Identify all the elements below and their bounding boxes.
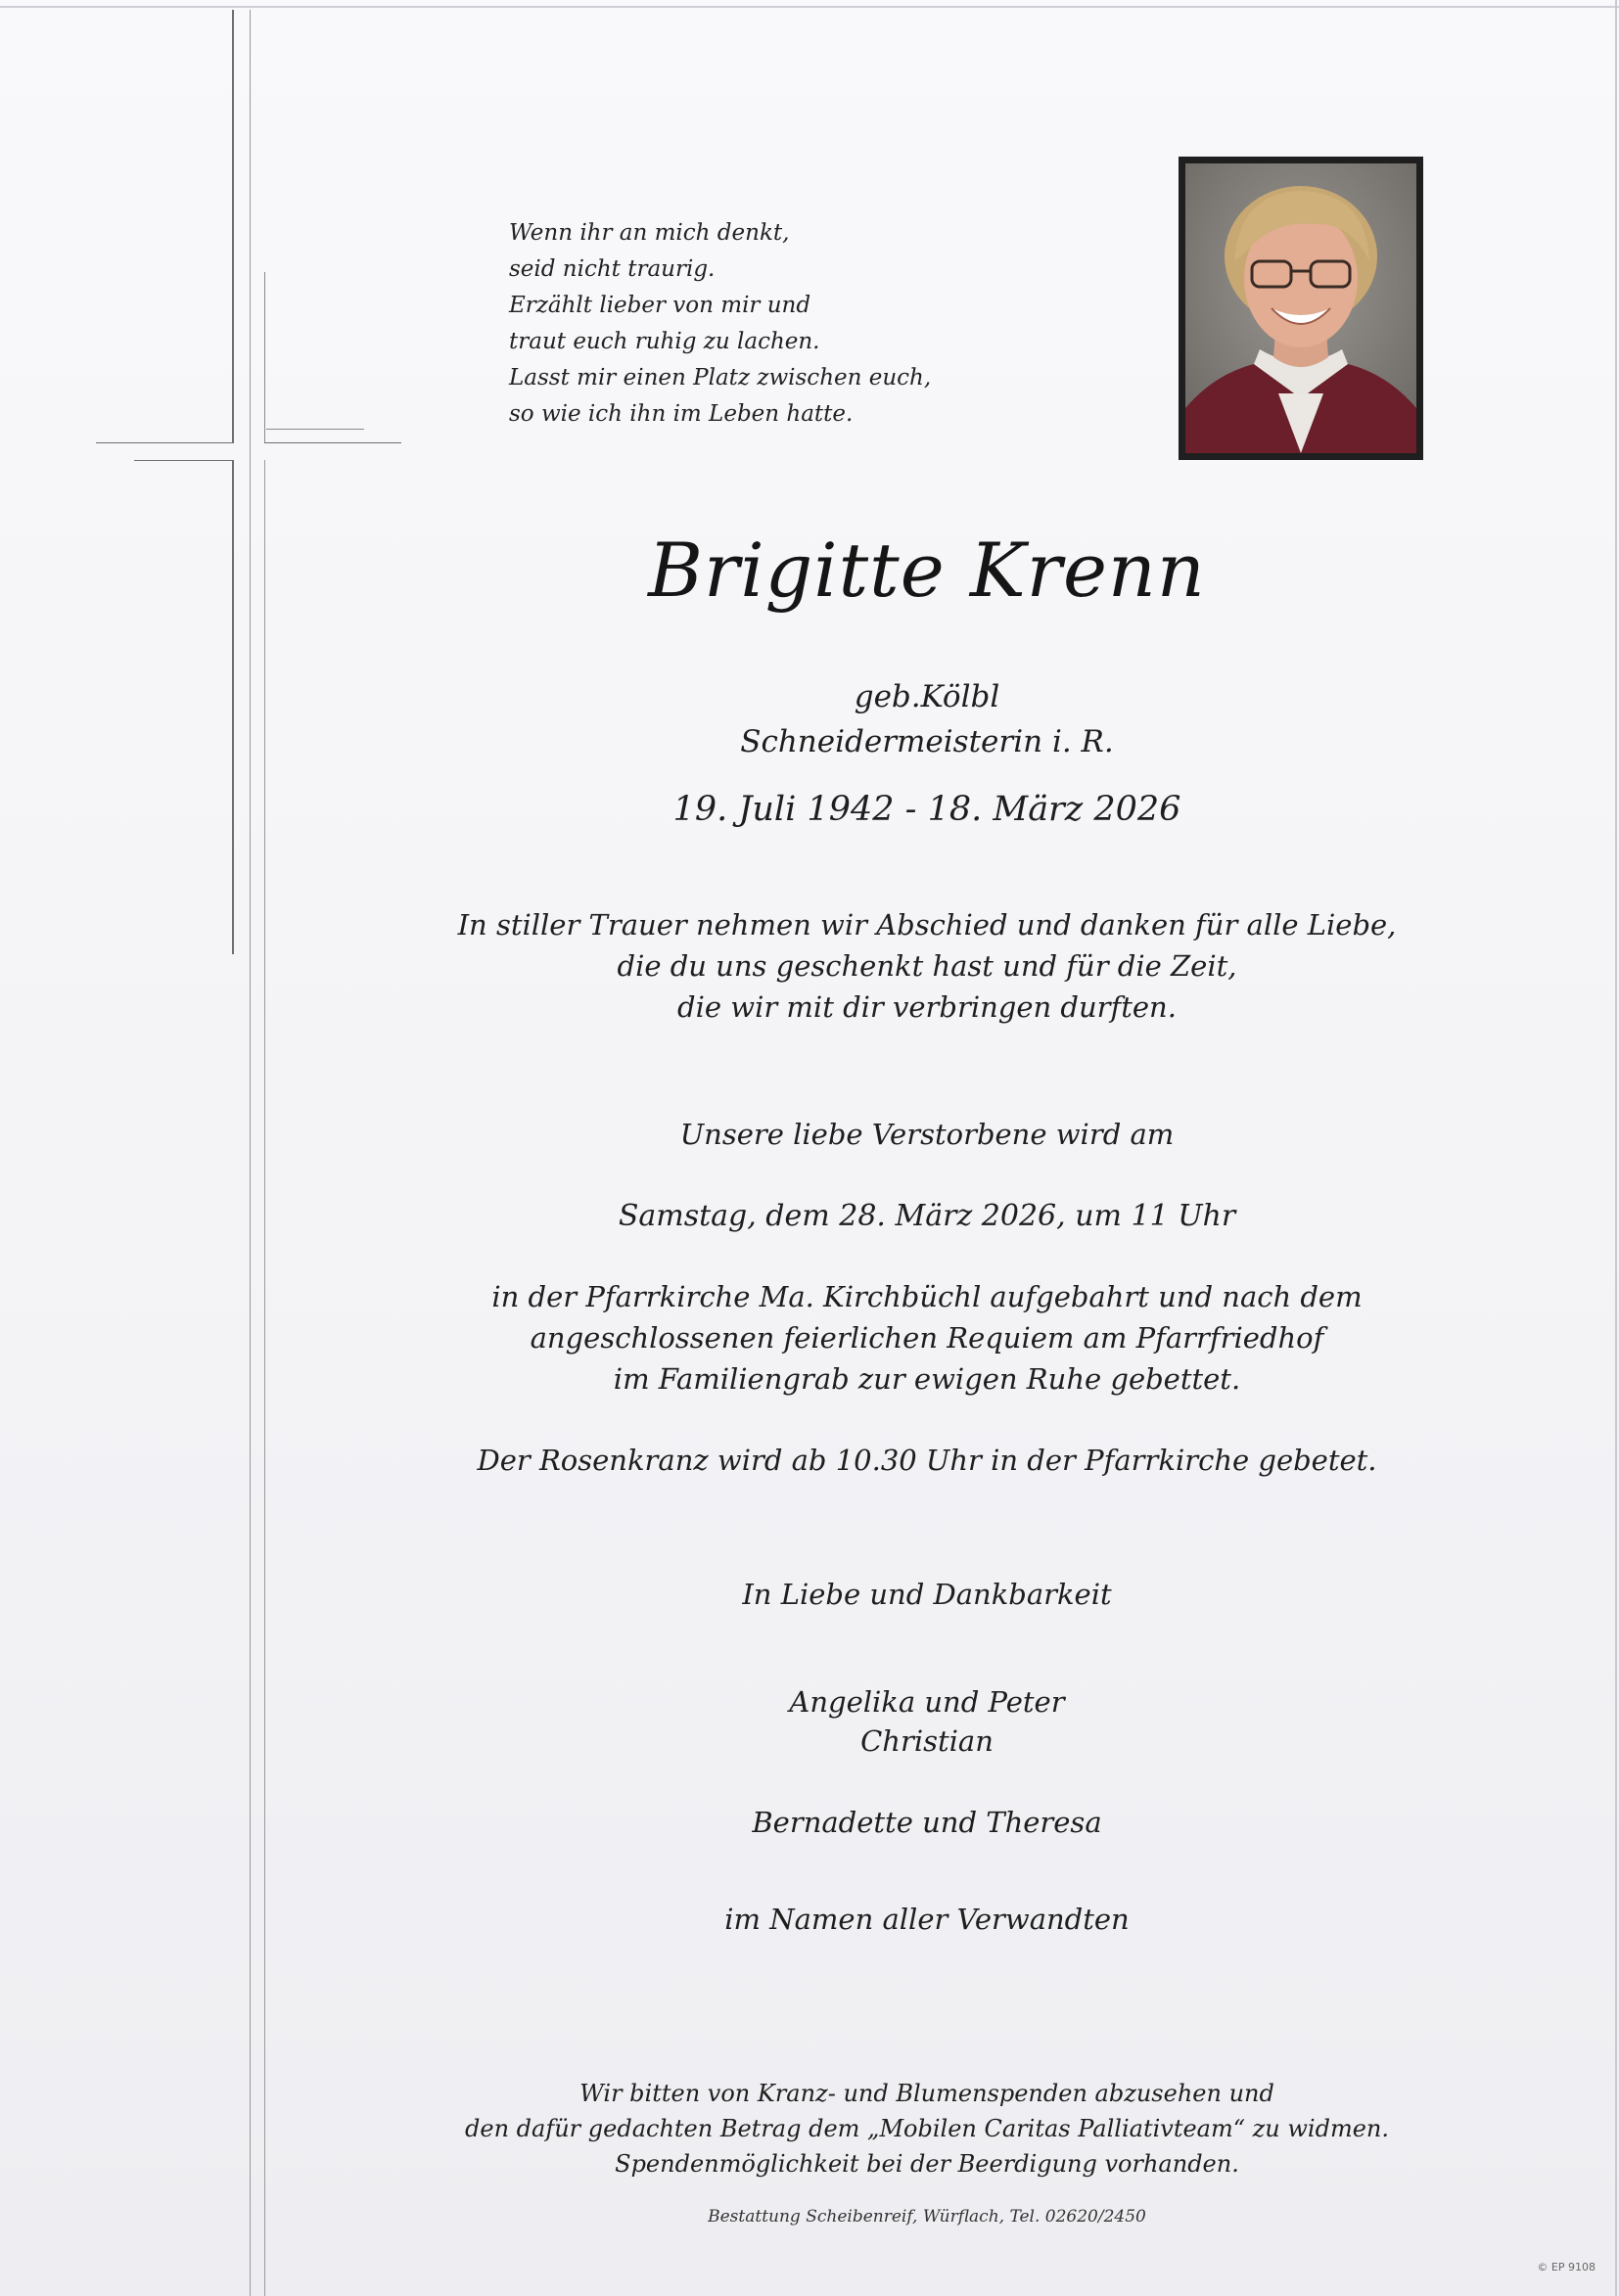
profession: Schneidermeisterin i. R. xyxy=(740,724,1114,759)
ceremony-date: Samstag, dem 28. März 2026, um 11 Uhr xyxy=(618,1199,1236,1233)
farewell-line: In stiller Trauer nehmen wir Abschied und danken für alle Liebe, xyxy=(457,908,1397,941)
ceremony-detail: im Familiengrab zur ewigen Ruhe gebettet. xyxy=(613,1362,1241,1396)
farewell-line: die du uns geschenkt hast und für die Zeit, xyxy=(617,949,1237,983)
print-code: © EP 9108 xyxy=(1537,2261,1596,2273)
farewell-line: die wir mit dir verbringen durften. xyxy=(677,990,1177,1024)
family-names: Christian xyxy=(860,1724,994,1758)
poem-line: Lasst mir einen Platz zwischen euch, xyxy=(509,365,932,390)
donation-note: Spendenmöglichkeit bei der Beerdigung vorhanden. xyxy=(615,2150,1239,2178)
deceased-name: Brigitte Krenn xyxy=(648,527,1206,614)
poem xyxy=(509,215,1018,433)
life-dates: 19. Juli 1942 - 18. März 2026 xyxy=(672,790,1181,829)
ceremony-detail: in der Pfarrkirche Ma. Kirchbüchl aufgebahrt und nach dem xyxy=(491,1280,1363,1313)
portrait-photo xyxy=(1179,157,1423,460)
portrait-image xyxy=(1185,163,1416,453)
family-names: Angelika und Peter xyxy=(789,1685,1065,1719)
top-edge xyxy=(0,6,1619,8)
family-names: im Namen aller Verwandten xyxy=(724,1903,1130,1936)
poem-line: Erzählt lieber von mir und xyxy=(509,293,811,318)
ceremony-intro: Unsere liebe Verstorbene wird am xyxy=(679,1118,1175,1151)
family-names: Bernadette und Theresa xyxy=(752,1806,1102,1839)
border-line-left xyxy=(250,10,251,2296)
funeral-home: Bestattung Scheibenreif, Würflach, Tel. 02620/2450 xyxy=(708,2207,1146,2227)
ceremony-detail: angeschlossenen feierlichen Requiem am Pfarrfriedhof xyxy=(530,1321,1324,1355)
poem-line: traut euch ruhig zu lachen. xyxy=(509,329,820,354)
poem-line: seid nicht traurig. xyxy=(509,256,716,282)
donation-note: Wir bitten von Kranz- und Blumenspenden abzusehen und xyxy=(579,2080,1274,2107)
poem-line: so wie ich ihn im Leben hatte. xyxy=(509,401,854,427)
closing: In Liebe und Dankbarkeit xyxy=(742,1578,1112,1611)
poem-line: Wenn ihr an mich denkt, xyxy=(509,220,790,246)
rosary-note: Der Rosenkranz wird ab 10.30 Uhr in der Pfarrkirche gebetet. xyxy=(477,1444,1377,1477)
donation-note: den dafür gedachten Betrag dem „Mobilen Caritas Palliativteam“ zu widmen. xyxy=(465,2115,1389,2142)
maiden-name: geb.Kölbl xyxy=(854,679,1000,714)
